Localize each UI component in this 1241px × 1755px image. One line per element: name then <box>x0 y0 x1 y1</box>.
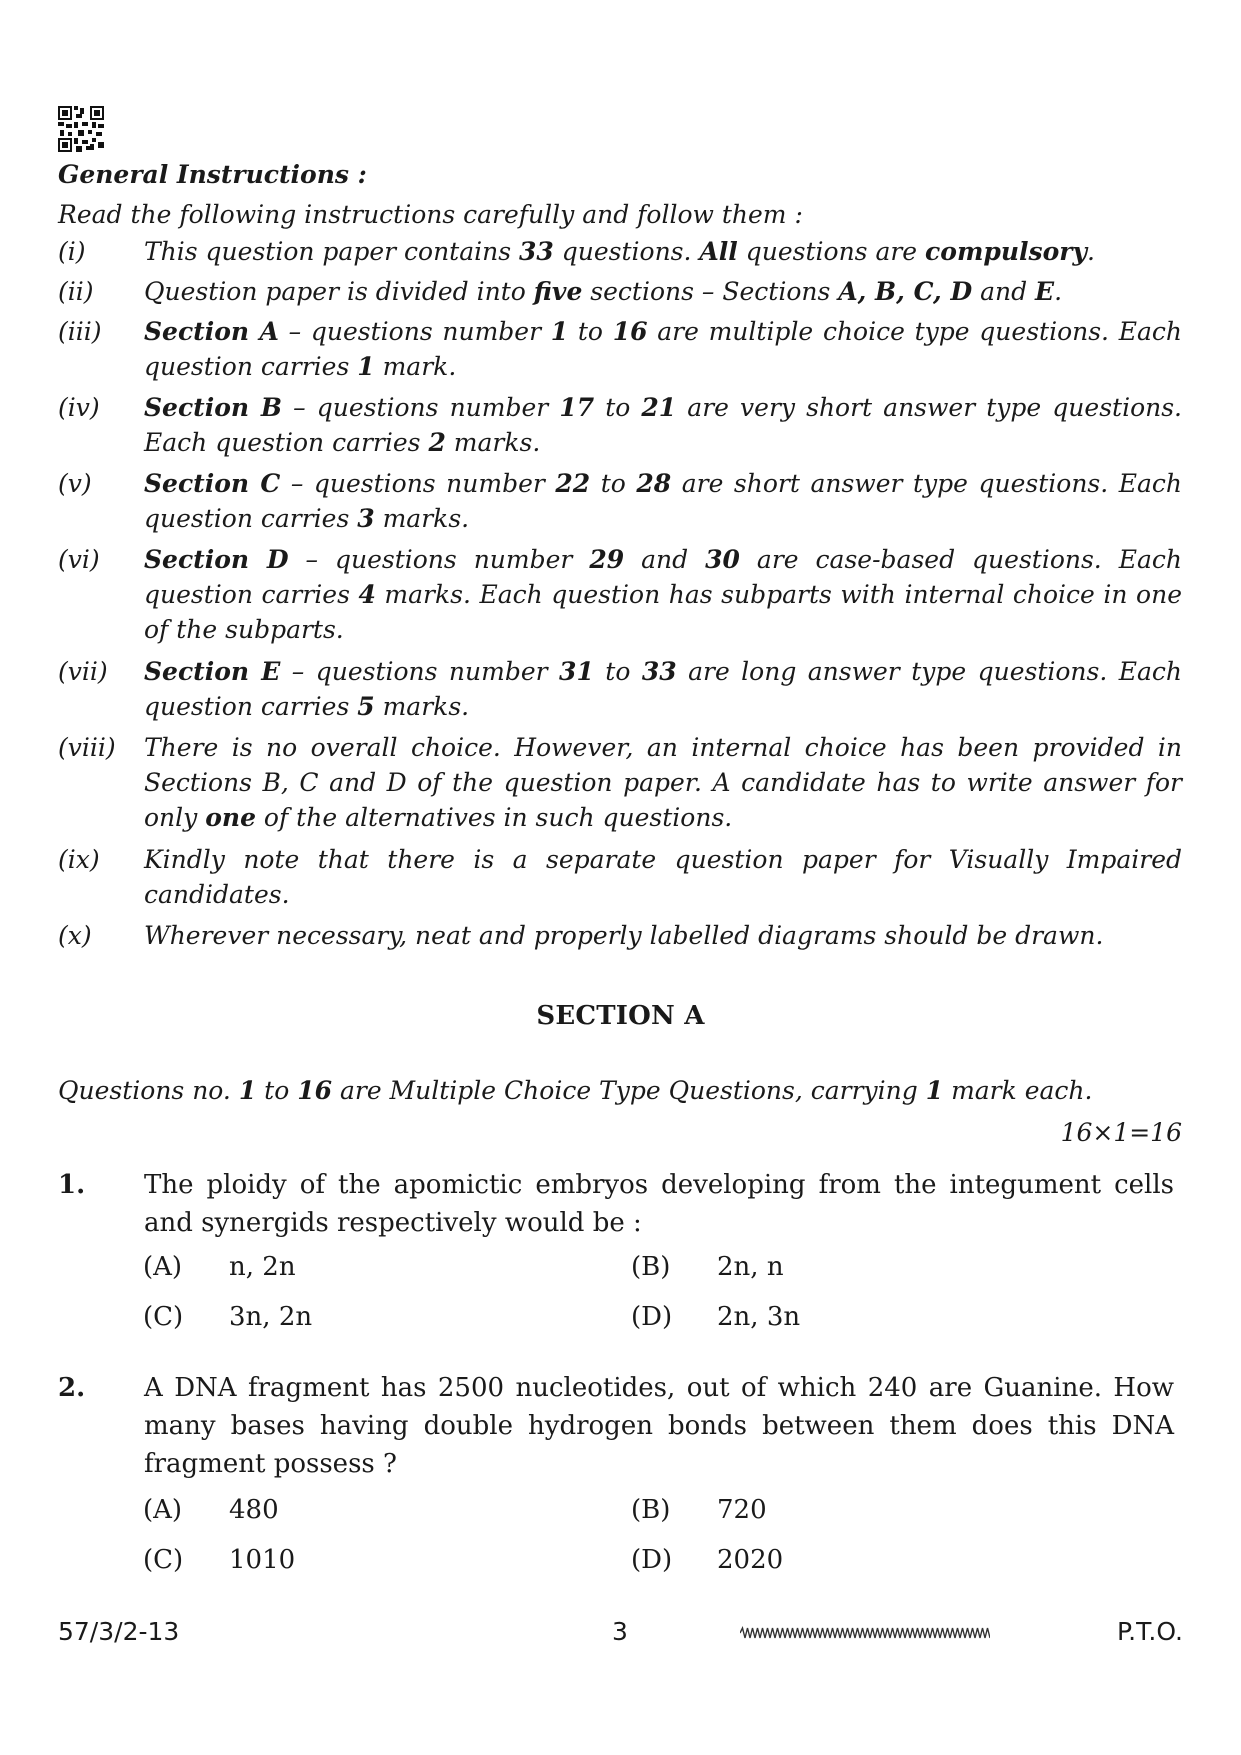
instruction-text: This question paper contains 33 questions. All questions are compulsory. <box>144 237 1095 266</box>
page-number: 3 <box>612 1617 628 1646</box>
section-heading: SECTION A <box>536 1001 705 1031</box>
instruction-text: Wherever necessary, neat and properly labelled diagrams should be drawn. <box>144 921 1104 950</box>
option-label: (B) <box>631 1495 671 1525</box>
option-value: 720 <box>717 1495 767 1525</box>
instruction-item <box>58 390 1182 460</box>
option-label: (A) <box>143 1252 183 1282</box>
instruction-number: (v) <box>58 469 92 498</box>
instruction-number: (vii) <box>58 657 108 686</box>
instruction-number: (x) <box>58 921 92 950</box>
option-value: 2n, 3n <box>717 1302 801 1332</box>
question <box>58 1369 1182 1483</box>
instruction-number: (ii) <box>58 277 94 306</box>
option-label: (C) <box>143 1302 184 1332</box>
section-instruction <box>58 1070 1182 1147</box>
option-value: n, 2n <box>229 1252 296 1282</box>
answer-option <box>143 1545 563 1581</box>
instruction-text: Question paper is divided into five sections – Sections A, B, C, D and E. <box>144 277 1063 306</box>
instruction-text: Section C – questions number 22 to 28 are short answer type questions. Each question carries 3 marks. <box>144 469 1183 533</box>
option-label: (A) <box>143 1495 183 1525</box>
option-value: 3n, 2n <box>229 1302 313 1332</box>
instruction-number: (i) <box>58 237 86 266</box>
answer-option <box>631 1252 1051 1288</box>
question-number: 1. <box>58 1170 86 1200</box>
pto-label: P.T.O. <box>1117 1617 1183 1646</box>
instruction-item <box>58 274 1182 309</box>
general-instructions-intro: Read the following instructions carefully and follow them : <box>58 200 803 229</box>
option-label: (B) <box>631 1252 671 1282</box>
instruction-item <box>58 314 1182 384</box>
question <box>58 1166 1182 1242</box>
section-marks: 16×1=16 <box>1060 1118 1182 1147</box>
wavy-line-decoration <box>740 1626 990 1640</box>
answer-option <box>143 1252 563 1288</box>
instruction-item <box>58 234 1182 269</box>
instruction-item <box>58 542 1182 647</box>
qr-code-icon <box>58 106 104 152</box>
question-text: The ploidy of the apomictic embryos developing from the integument cells and synergids respectively would be : <box>144 1170 1174 1238</box>
instruction-item <box>58 842 1182 912</box>
question-text: A DNA fragment has 2500 nucleotides, out of which 240 are Guanine. How many bases having double hydrogen bonds between them does this DNA fragment possess ? <box>144 1373 1174 1479</box>
section-instruction-text: Questions no. 1 to 16 are Multiple Choice Type Questions, carrying 1 mark each. <box>58 1076 1093 1105</box>
question-number: 2. <box>58 1373 86 1403</box>
instruction-number: (iv) <box>58 393 100 422</box>
answer-option <box>631 1545 1051 1581</box>
instruction-text: Kindly note that there is a separate question paper for Visually Impaired candidates. <box>144 845 1182 909</box>
instruction-item <box>58 654 1182 724</box>
instruction-text: Section D – questions number 29 and 30 are case-based questions. Each question carries 4 marks. Each question has subparts with internal choice in one of the subparts. <box>144 545 1183 644</box>
answer-option <box>631 1495 1051 1531</box>
option-value: 1010 <box>229 1545 296 1575</box>
instruction-item <box>58 918 1182 953</box>
instruction-number: (iii) <box>58 317 102 346</box>
option-value: 2n, n <box>717 1252 784 1282</box>
option-value: 480 <box>229 1495 279 1525</box>
instruction-text: Section E – questions number 31 to 33 are long answer type questions. Each question carries 5 marks. <box>144 657 1183 721</box>
option-label: (D) <box>631 1302 673 1332</box>
answer-option <box>143 1302 563 1338</box>
general-instructions-title: General Instructions : <box>58 160 367 189</box>
instruction-item <box>58 466 1182 536</box>
paper-code: 57/3/2-13 <box>58 1617 180 1646</box>
instruction-text: Section B – questions number 17 to 21 are very short answer type questions. Each question carries 2 marks. <box>144 393 1182 457</box>
instruction-number: (vi) <box>58 545 100 574</box>
option-value: 2020 <box>717 1545 784 1575</box>
instruction-number: (ix) <box>58 845 100 874</box>
option-label: (D) <box>631 1545 673 1575</box>
answer-option <box>143 1495 563 1531</box>
instruction-number: (viii) <box>58 733 116 762</box>
instruction-item <box>58 730 1182 835</box>
option-label: (C) <box>143 1545 184 1575</box>
instruction-text: Section A – questions number 1 to 16 are multiple choice type questions. Each question carries 1 mark. <box>144 317 1182 381</box>
answer-option <box>631 1302 1051 1338</box>
instruction-text: There is no overall choice. However, an internal choice has been provided in Sections B, C and D of the question paper. A candidate has to write answer for only one of the alternatives in such questions. <box>144 733 1182 832</box>
